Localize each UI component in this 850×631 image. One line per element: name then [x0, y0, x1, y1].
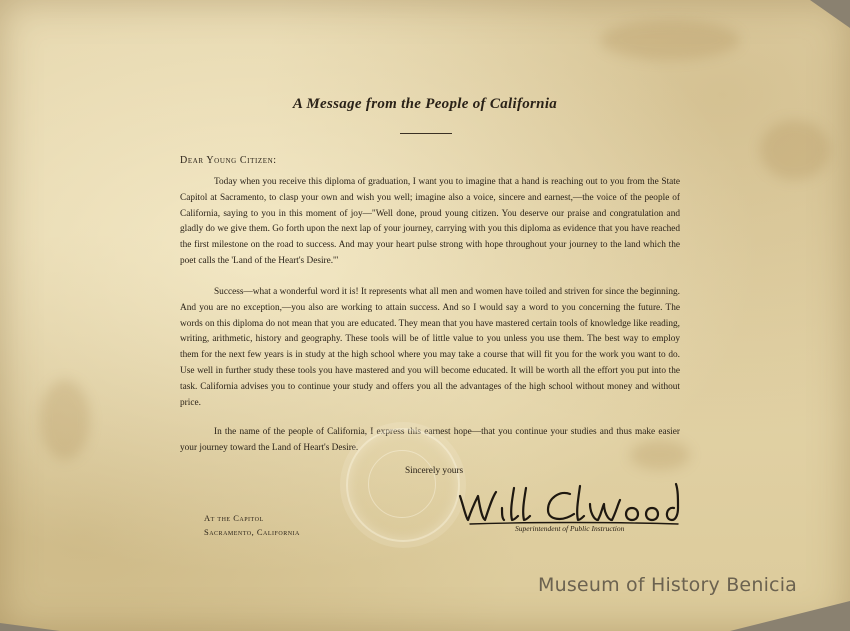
- place-block: [204, 511, 300, 539]
- torn-corner: [0, 623, 60, 631]
- signatory-title: Superintendent of Public Instruction: [515, 524, 625, 533]
- paragraph-2: Success—what a wonderful word it is! It represents what all men and women have toiled and striven for since the beginning. And you are no exception,—you also are working to attain success. And so I would say a word to you concerning the future. The words on this diploma do not mean that you are educated. They mean that you have mastered certain tools of knowledge like reading, writing, arithmetic, history and geography. These tools will be of little value to you unless you use them. The best way to employ them for the next few years is in study at the high school where you may take a course that will fit you for the work you want to do. Use well in further study these tools you have mastered and you will become educated. It will be worth all the effort you put into the task. California advises you to continue your study and offers you all the advantages of the high school without money and without price.: [180, 287, 680, 408]
- place-line-1: At the Capitol: [204, 513, 264, 523]
- signature-image: [452, 478, 682, 528]
- torn-corner: [810, 0, 850, 28]
- salutation: Dear Young Citizen:: [180, 155, 277, 166]
- museum-watermark: Museum of History Benicia: [538, 574, 798, 596]
- place-line-2: Sacramento, California: [204, 527, 300, 537]
- closing: Sincerely yours: [405, 466, 464, 476]
- title-divider: [400, 133, 452, 134]
- letter-title: A Message from the People of California: [292, 96, 558, 112]
- water-stain: [40, 380, 90, 460]
- water-stain: [600, 20, 740, 60]
- paragraph-3: In the name of the people of California, I express this earnest hope—that you continue your studies and thus make easier your journey toward the Land of Heart's Desire.: [180, 427, 680, 453]
- paragraph-1: Today when you receive this diploma of graduation, I want you to imagine that a hand is reaching out to you from the State Capitol at Sacramento, to clasp your own and wish you well; imagine also a voice, sincere and earnest,—the voice of the people of California, saying to you in this moment of joy—"Well done, proud young citizen. You deserve our praise and congratulation and gladly do we give them. Go forth upon the next lap of your journey, carrying with you this diploma as evidence that you have reached the first milestone on the road to success. And may your heart pulse strong with hope throughout your journey to the land which the poet calls the 'Land of the Heart's Desire.'": [180, 177, 680, 266]
- water-stain: [760, 120, 830, 180]
- seal-inner-ring: [368, 450, 436, 518]
- embossed-seal: [346, 428, 460, 542]
- torn-corner: [730, 601, 850, 631]
